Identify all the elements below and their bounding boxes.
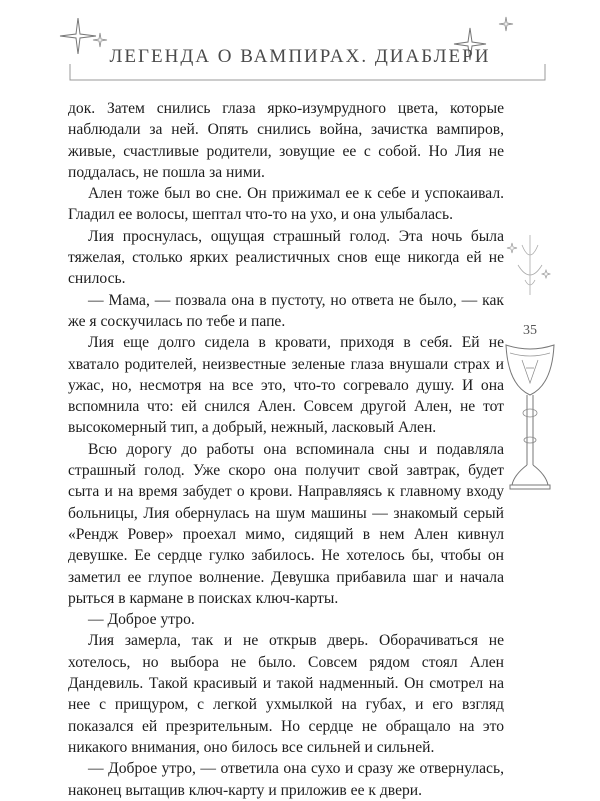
goblet-icon xyxy=(500,235,560,525)
side-decoration xyxy=(500,235,560,525)
paragraph: Лия проснулась, ощущая страшный голод. Эта ночь была тяжелая, столько ярких реалистичных снов еще никогда ей не снилось. xyxy=(68,227,504,288)
paragraph: — Доброе утро, — ответила она сухо и сразу же отвернулась, наконец вытащив ключ-карту и приложив ее к двери. xyxy=(68,760,504,799)
running-title: ЛЕГЕНДА О ВАМПИРАХ. ДИАБЛЕРИ xyxy=(109,46,491,67)
paragraph: Ален тоже был во сне. Он прижимал ее к себе и успокаивал. Гладил ее волосы, шептал что-то на ухо, и она улыбалась. xyxy=(68,185,504,224)
paragraph: Лия еще долго сидела в кровати, приходя в себя. Ей не хватало родителей, неизвестные зеленые глаза внушали страх и ужас, но, несмотря на все это, что-то согревало душу. И она вспомнила что: ей снился Ален. Совсем другой Ален, не тот высокомерный тип, а добрый, нежный, ласковый Ален. xyxy=(68,334,504,437)
page-number: 35 xyxy=(523,323,537,338)
paragraph: док. Затем снились глаза ярко-изумрудного цвета, которые наблюдали за ней. Опять снились война, зачистка вампиров, живые, счастливые родители, зовущие ее с собой. Но Лия не поддалась, не пошла за ними. xyxy=(68,100,504,181)
page-header xyxy=(0,0,600,90)
body-text xyxy=(68,98,504,801)
paragraph: Лия замерла, так и не открыв дверь. Оборачиваться не хотелось, но выбора не было. Совсем рядом стоял Ален Дандевиль. Такой красивый и такой надменный. Он смотрел на нее с прищуром, с легкой ухмылкой на губах, и его взгляд показался ей презрительным. Но сердце не обращало на это никакого внимания, оно билось все сильней и сильней. xyxy=(68,632,504,756)
paragraph: — Мама, — позвала она в пустоту, но ответа не было, — как же я соскучилась по тебе и папе. xyxy=(68,291,504,330)
paragraph: — Доброе утро. xyxy=(88,611,195,629)
sparkle-right-small-icon xyxy=(498,16,514,32)
paragraph: Всю дорогу до работы она вспоминала сны и подавляла страшный голод. Уже скоро она получит свой завтрак, будет сыта и на время забудет о крови. Направляясь к главному входу больницы, Лия обернулась на шум машины — знакомый серый «Рендж Ровер» проехал мимо, сидящий в нем Ален кивнул девушке. Ее сердце гулко забилось. Не хотелось бы, чтобы он заметил ее глупое волнение. Девушка прибавила шаг и начала рыться в кармане в поисках ключ-карты. xyxy=(68,440,504,607)
